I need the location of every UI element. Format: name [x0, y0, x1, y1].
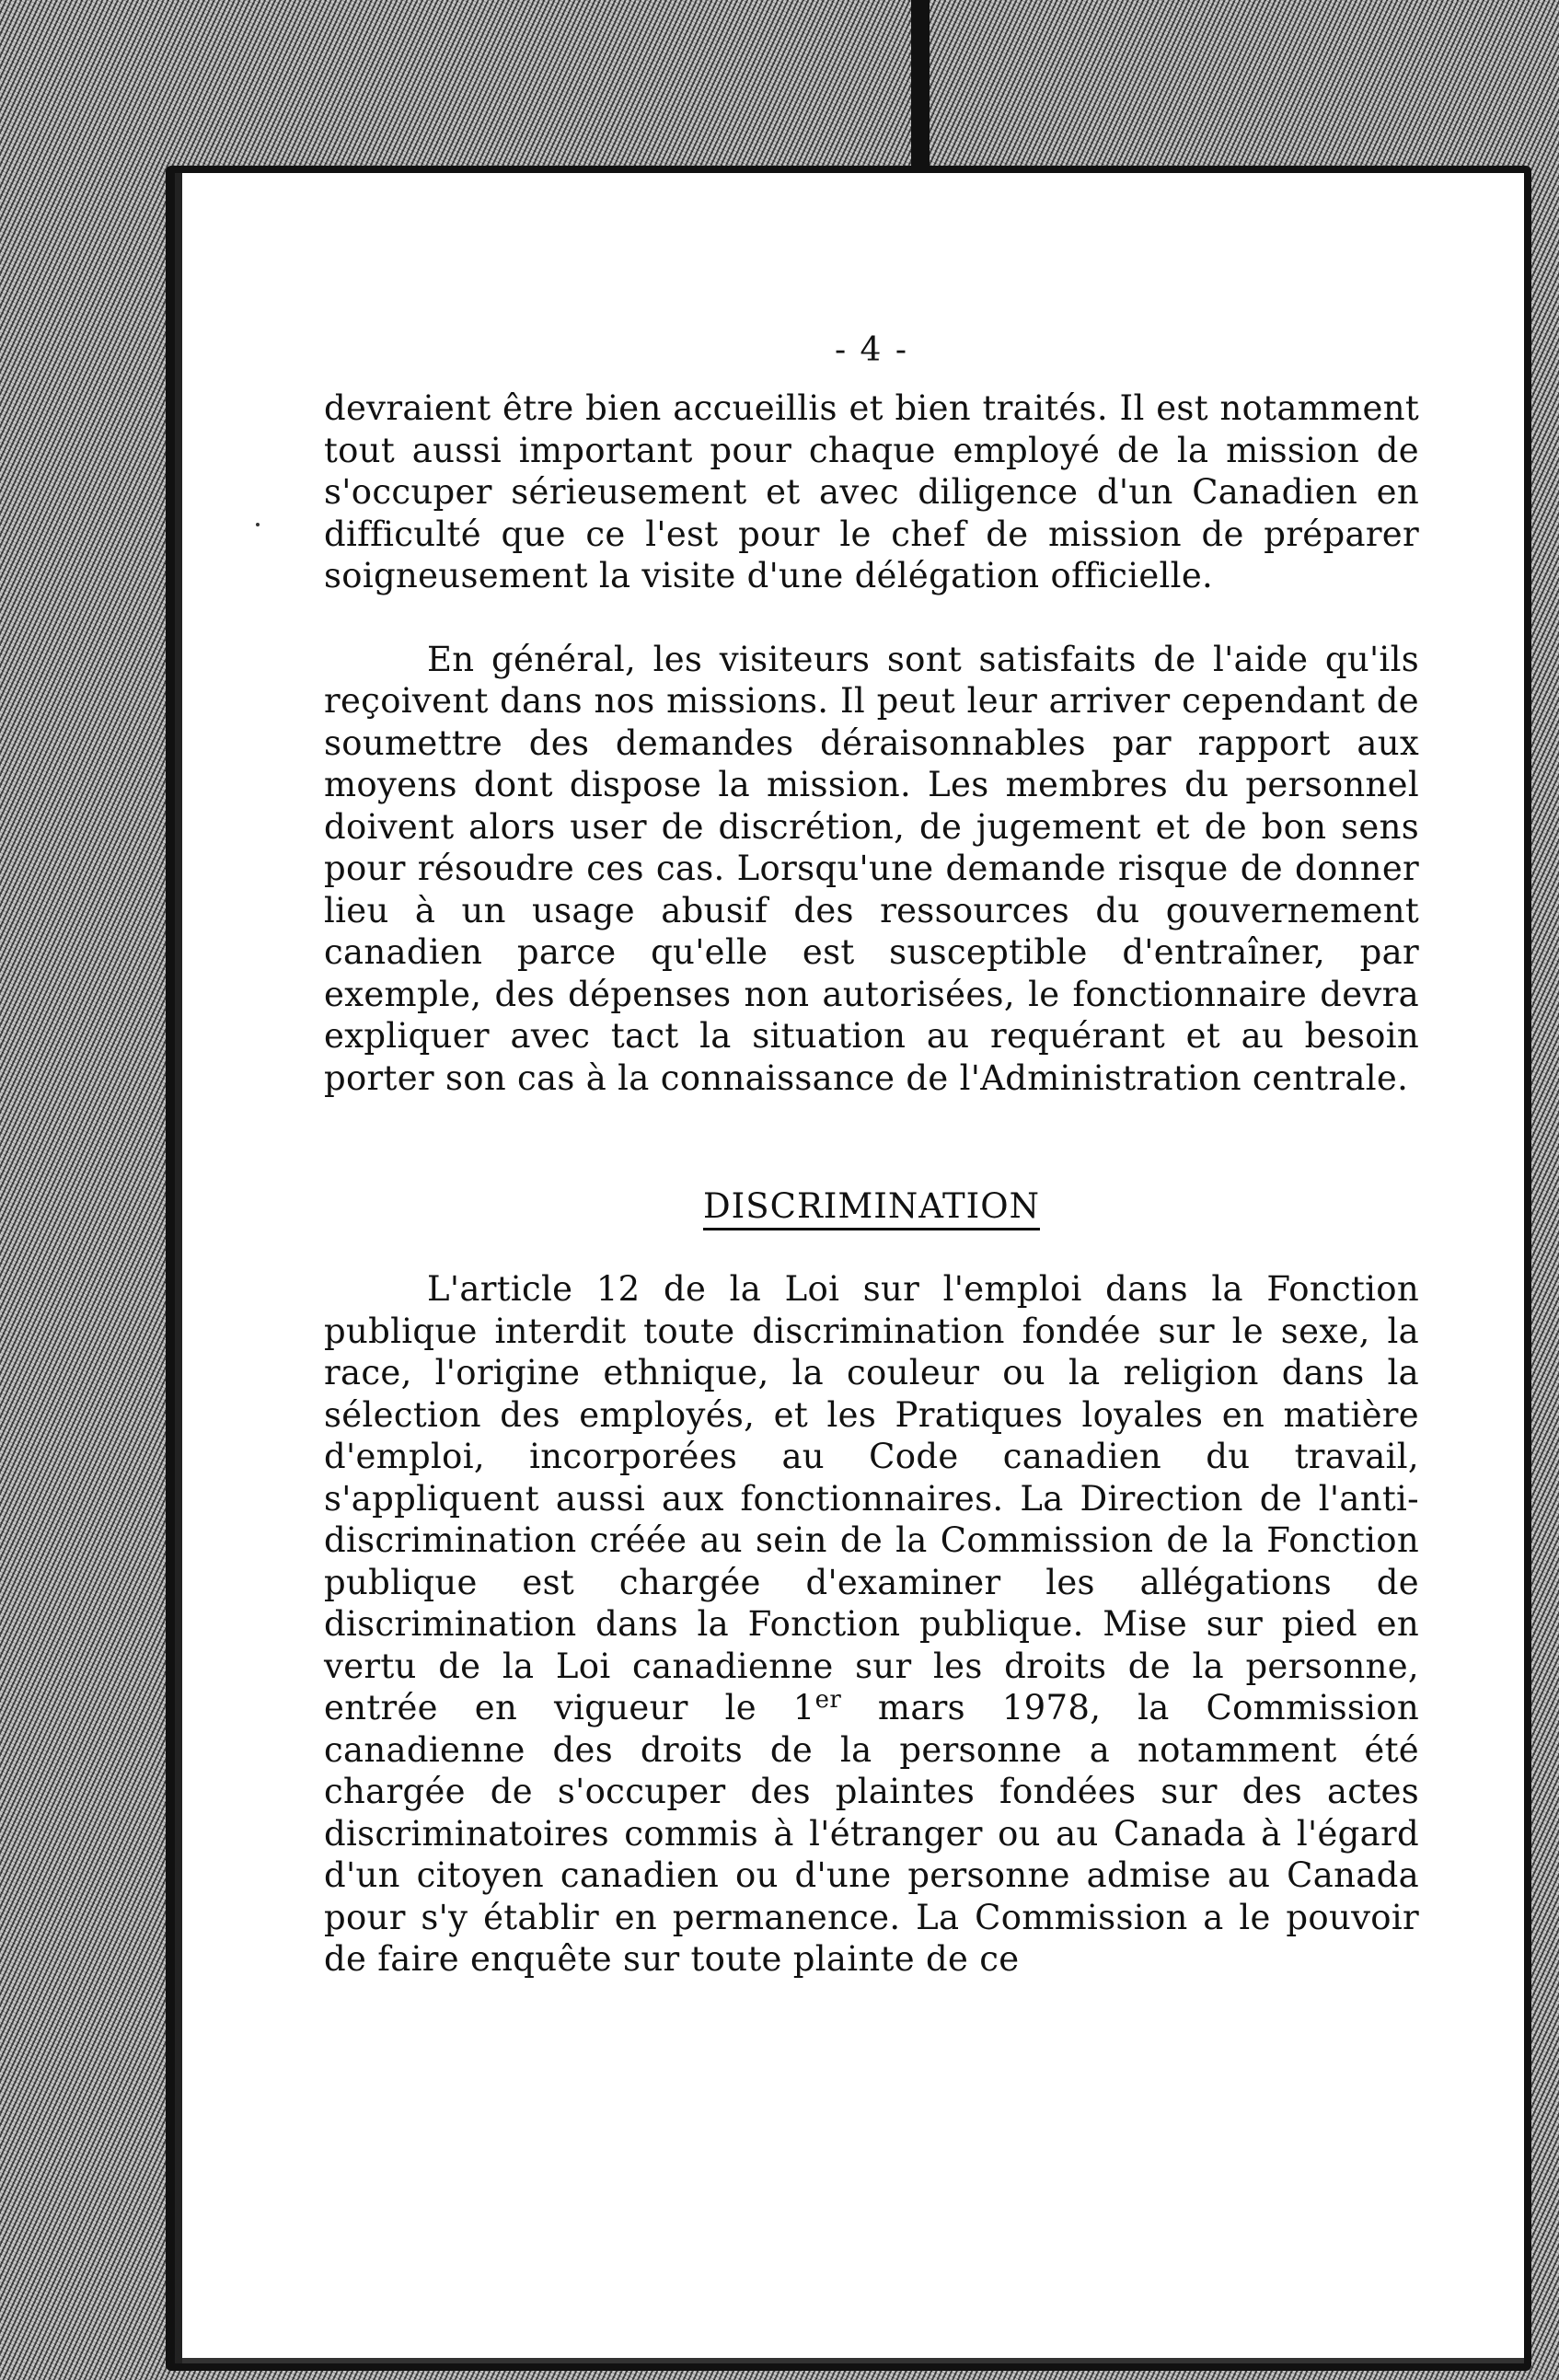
- scan-speck: [256, 523, 260, 526]
- document-page: [166, 166, 1531, 2371]
- paragraph-discrimination-part2: mars 1978, la Commission canadienne des droits de la personne a notamment été chargée de s'occuper des plaintes fondées sur des actes discriminatoires commis à l'étranger ou au Canada à l'égard d'un citoyen canadien ou d'une personne admise au Canada pour s'y établir en permanence. La Commission a le pouvoir de faire enquête sur toute plainte de ce: [324, 1688, 1419, 1979]
- paragraph-continuation: devraient être bien accueillis et bien traités. Il est notamment tout aussi important pour chaque employé de la mission de s'occuper sérieusement et avec diligence d'un Canadien en difficulté que ce l'est pour le chef de mission de préparer soigneusement la visite d'une délégation officielle.: [324, 388, 1419, 595]
- section-heading-text: DISCRIMINATION: [703, 1186, 1040, 1230]
- section-heading: [324, 1185, 1419, 1227]
- page-number: - 4 -: [834, 331, 909, 369]
- paragraph-visitors: En général, les visiteurs sont satisfaits de l'aide qu'ils reçoivent dans nos missions. Il peut leur arriver cependant de soumettre des demandes déraisonnables par rapport aux moyens dont dispose la mission. Les membres du personnel doivent alors user de discrétion, de jugement et de bon sens pour résoudre ces cas. Lorsqu'une demande risque de donner lieu à un usage abusif des ressources du gouvernement canadien parce qu'elle est susceptible d'entraîner, par exemple, des dépenses non autorisées, le fonctionnaire devra expliquer avec tact la situation au requérant et au besoin porter son cas à la connaissance de l'Administration centrale.: [324, 639, 1419, 1098]
- scan-background-shadow: [911, 0, 930, 166]
- paragraph-discrimination-part1: L'article 12 de la Loi sur l'emploi dans la Fonction publique interdit toute discrimination fondée sur le sexe, la race, l'origine ethnique, la couleur ou la religion dans la sélection des employés, et les Pratiques loyales en matière d'emploi, incorporées au Code canadien du travail, s'appliquent aussi aux fonctionnaires. La Direction de l'anti-discrimination créée au sein de la Commission de la Fonction publique est chargée d'examiner les allégations de discrimination dans la Fonction publique. Mise sur pied en vertu de la Loi canadienne sur les droits de la personne, entrée en vigueur le 1: [324, 1269, 1419, 1727]
- superscript-er: er: [814, 1686, 842, 1714]
- paragraph-spacer: [324, 597, 1419, 639]
- section-spacer: [324, 1099, 1419, 1185]
- page-content: [324, 331, 1419, 1981]
- paragraph-discrimination: [324, 1268, 1419, 1981]
